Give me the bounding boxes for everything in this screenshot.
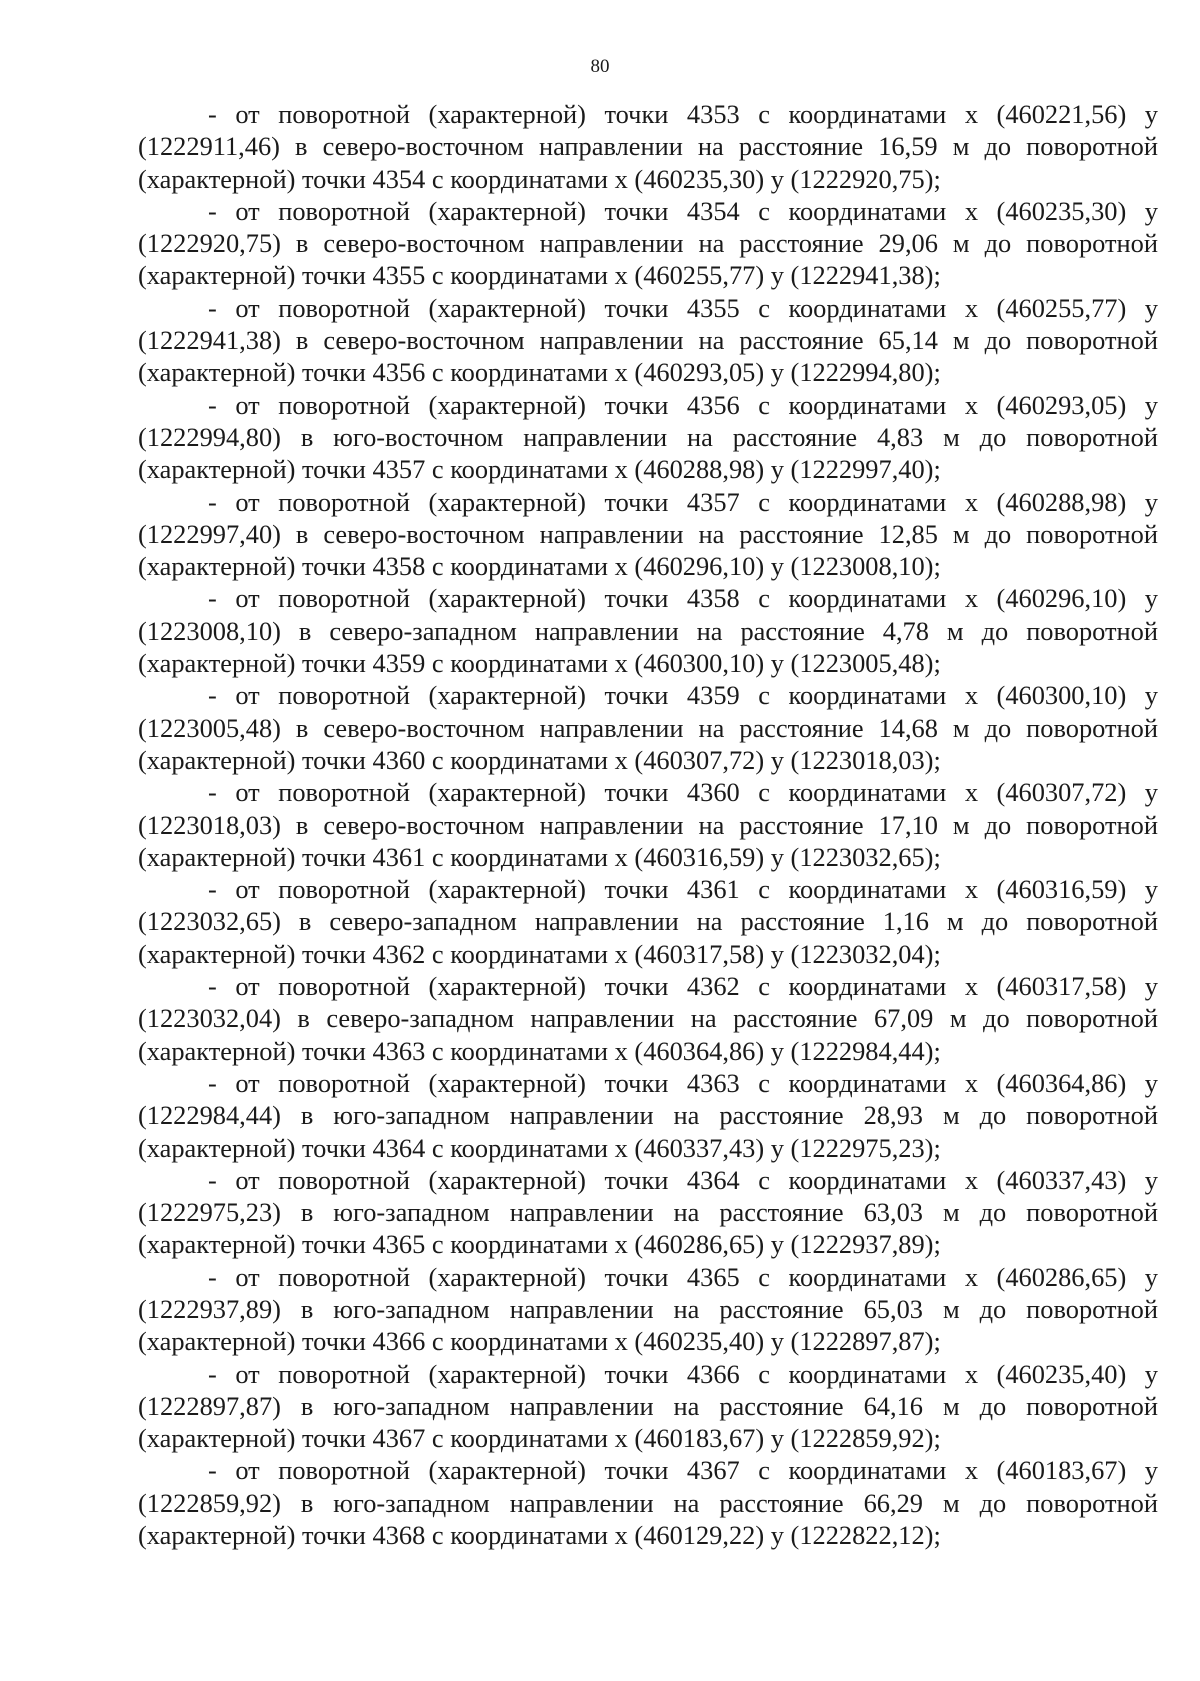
boundary-segment-paragraph: - от поворотной (характерной) точки 4364 с координатами x (460337,43) y (1222975,23) в юго-западном направлении на расстояние 63,03 м до поворотной (характерной) точки 4365 с координатами x (460286,65) y (1222937,89); bbox=[138, 1164, 1158, 1260]
page-number: 80 bbox=[590, 56, 610, 77]
boundary-segment-paragraph: - от поворотной (характерной) точки 4367 с координатами x (460183,67) y (1222859,92) в юго-западном направлении на расстояние 66,29 м до поворотной (характерной) точки 4368 с координатами x (460129,22) y (1222822,12); bbox=[138, 1455, 1158, 1551]
boundary-segment-paragraph: - от поворотной (характерной) точки 4360 с координатами x (460307,72) y (1223018,03) в северо-восточном направлении на расстояние 17,10 м до поворотной (характерной) точки 4361 с координатами x (460316,59) y (1223032,65); bbox=[138, 777, 1158, 872]
boundary-segment-paragraph: - от поворотной (характерной) точки 4353 с координатами x (460221,56) y (1222911,46) в северо-восточном направлении на расстояние 16,59 м до поворотной (характерной) точки 4354 с координатами x (460235,30) y (1222920,75); bbox=[138, 99, 1158, 194]
document-body bbox=[138, 98, 1158, 1551]
boundary-segment-paragraph: - от поворотной (характерной) точки 4366 с координатами x (460235,40) y (1222897,87) в юго-западном направлении на расстояние 64,16 м до поворотной (характерной) точки 4367 с координатами x (460183,67) y (1222859,92); bbox=[138, 1358, 1158, 1454]
boundary-segment-paragraph: - от поворотной (характерной) точки 4361 с координатами x (460316,59) y (1223032,65) в северо-западном направлении на расстояние 1,16 м до поворотной (характерной) точки 4362 с координатами x (460317,58) y (1223032,04); bbox=[138, 874, 1158, 969]
boundary-segment-paragraph: - от поворотной (характерной) точки 4356 с координатами x (460293,05) y (1222994,80) в юго-восточном направлении на расстояние 4,83 м до поворотной (характерной) точки 4357 с координатами x (460288,98) y (1222997,40); bbox=[138, 389, 1158, 485]
boundary-segment-paragraph: - от поворотной (характерной) точки 4365 с координатами x (460286,65) y (1222937,89) в юго-западном направлении на расстояние 65,03 м до поворотной (характерной) точки 4366 с координатами x (460235,40) y (1222897,87); bbox=[138, 1261, 1158, 1357]
boundary-segment-paragraph: - от поворотной (характерной) точки 4358 с координатами x (460296,10) y (1223008,10) в северо-западном направлении на расстояние 4,78 м до поворотной (характерной) точки 4359 с координатами x (460300,10) y (1223005,48); bbox=[138, 583, 1158, 679]
boundary-segment-paragraph: - от поворотной (характерной) точки 4355 с координатами x (460255,77) y (1222941,38) в северо-восточном направлении на расстояние 65,14 м до поворотной (характерной) точки 4356 с координатами x (460293,05) y (1222994,80); bbox=[138, 292, 1158, 388]
boundary-segment-paragraph: - от поворотной (характерной) точки 4363 с координатами x (460364,86) y (1222984,44) в юго-западном направлении на расстояние 28,93 м до поворотной (характерной) точки 4364 с координатами x (460337,43) y (1222975,23); bbox=[138, 1067, 1158, 1163]
boundary-segment-paragraph: - от поворотной (характерной) точки 4362 с координатами x (460317,58) y (1223032,04) в северо-западном направлении на расстояние 67,09 м до поворотной (характерной) точки 4363 с координатами x (460364,86) y (1222984,44); bbox=[138, 971, 1158, 1066]
boundary-segment-paragraph: - от поворотной (характерной) точки 4359 с координатами x (460300,10) y (1223005,48) в северо-восточном направлении на расстояние 14,68 м до поворотной (характерной) точки 4360 с координатами x (460307,72) y (1223018,03); bbox=[138, 680, 1158, 775]
boundary-segment-paragraph: - от поворотной (характерной) точки 4357 с координатами x (460288,98) y (1222997,40) в северо-восточном направлении на расстояние 12,85 м до поворотной (характерной) точки 4358 с координатами x (460296,10) y (1223008,10); bbox=[138, 486, 1158, 582]
boundary-segment-paragraph: - от поворотной (характерной) точки 4354 с координатами x (460235,30) y (1222920,75) в северо-восточном направлении на расстояние 29,06 м до поворотной (характерной) точки 4355 с координатами x (460255,77) y (1222941,38); bbox=[138, 195, 1158, 291]
